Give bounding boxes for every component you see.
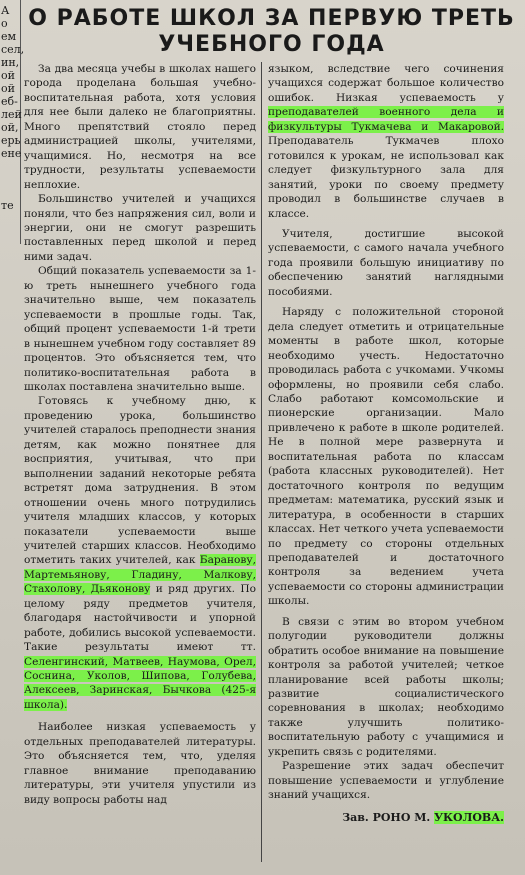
fragment-line: ой, xyxy=(1,121,19,134)
column-divider xyxy=(261,62,262,862)
paragraph: Наиболее низкая успеваемость у отдельных преподавателей литературы. Это объясняется тем, что, уделяя главное внимание преподаванию литературы, эти учителя упустили из виду вопросы работы над xyxy=(24,721,256,806)
paragraph: Наряду с положительной стороной дела следует отметить и отрицательные моменты в работе школ, которые необходимо учесть. Недостаточно проводилась работа с учкомами. Учкомы оформлены, но проявили себя слабо. Слабо работают комсомольские и пионерские организации. Мало привлечено к работе в школе родителей. Не в полной мере развернута и воспитательная работа по классам (работа классных руководителей). Нет достаточного контроля по ведущим предметам: математика, русский язык и литература, в особенности в старших классах. Нет четкого учета успеваемости по предмету со стороны отдельных преподавателей и достаточного контроля за ведением учета успеваемости со стороны администрации школы. xyxy=(268,306,504,608)
paragraph-text: Готовясь к учебному дню, к проведению урока, большинство учителей старалось преподнести знания детям, как можно понятнее для восприятия, учитывая, что при выполнении заданий некоторые ребята встретят дома затруднения. В этом отношении очень много потрудились учителя младших классов, у которых показатели успеваемости выше учителей старших классов. Необходимо отметить таких учителей, как xyxy=(24,395,256,567)
paragraph xyxy=(24,394,256,712)
signature xyxy=(268,811,504,825)
fragment-line: ой xyxy=(1,82,15,95)
paragraph: За два месяца учебы в школах нашего города проделана большая учебно-воспитательная работа, хотя условия для нее были далеко не благоприятны. Много препятствий стояло перед администрацией школы, учителями, учащимися. Но, несмотря на все трудности, результаты успеваемости неплохие. xyxy=(24,63,256,191)
paragraph-text: и ряд других. По целому ряду предметов учителя, благодаря настойчивости и упорной работе, добились высокой успеваемости. Такие результаты имеют тт. xyxy=(24,583,256,654)
fragment-line: о xyxy=(1,17,8,30)
paragraph: В связи с этим во втором учебном полугодии руководители должны обратить особое внимание на повышение контроля за работой учителей; четкое планирование всей работы школы; развитие социалистического соревнования в школах; необходимо также улучшить политико-воспитательную работу с учащимися и укрепить связь с родителями. xyxy=(268,615,504,758)
fragment-line xyxy=(0,173,20,186)
adjacent-column-fragment xyxy=(0,0,25,244)
fragment-line: еб- xyxy=(1,95,18,108)
paragraph: Разрешение этих задач обеспечит повышение успеваемости и углубление знаний учащихся. xyxy=(268,760,504,802)
highlighted-names: Селенгинский, Матвеев, Наумова, Орел, Соснина, Уколов, Шипова, Голубева, Алексеев, Заринская, Бычкова (425-я школа). xyxy=(24,655,256,711)
fragment-line xyxy=(0,186,20,199)
fragment-line: ин, xyxy=(1,56,20,69)
headline-line-1: О РАБОТЕ ШКОЛ ЗА ПЕРВУЮ ТРЕТЬ xyxy=(28,6,515,31)
fragment-line: А xyxy=(1,4,10,17)
signature-name: УКОЛОВА. xyxy=(434,810,504,824)
paragraph: Большинство учителей и учащихся поняли, что без напряжения сил, воли и энергии, они не смогут разрешить поставленных перед школой и перед ними задач. xyxy=(24,193,256,263)
highlighted-names: Баранову, Мартемьянову, Гладину, Малкову, Стахолову, Дьяконову xyxy=(24,554,256,596)
paragraph: Общий показатель успеваемости за 1-ю треть нынешнего учебного года значительно выше, чем показатель успеваемости в прошлые годы. Так, общий процент успеваемости 1-й трети в нынешнем учебном году составляет 89 процентов. Это объясняется тем, что политико-воспитательная работа в школах поставлена значительно выше. xyxy=(24,265,256,393)
signature-title: Зав. РОНО М. xyxy=(342,810,431,824)
fragment-line: ем xyxy=(1,30,17,43)
article-column-right xyxy=(268,62,504,825)
article-headline xyxy=(24,0,519,62)
paragraph: Учителя, достигшие высокой успеваемости, с самого начала учебного года проявили большую инициативу по обеспечению занятий наглядными пособиями. xyxy=(268,227,504,298)
highlighted-names: преподавателей военного дела и физкультуры Тукмачева и Макаровой. xyxy=(268,106,504,133)
headline-line-2: УЧЕБНОГО ГОДА xyxy=(158,32,385,57)
fragment-line: сел, xyxy=(1,43,25,56)
fragment-line: ой xyxy=(1,69,15,82)
article-column-left xyxy=(24,62,256,807)
paragraph-text: Преподаватель Тукмачев плохо готовился к урокам, не использовал как следует физкультурного зала для занятий, уроки по своему предмету проводил в большинстве случаев в классе. xyxy=(268,135,504,220)
fragment-line: лей xyxy=(1,108,22,121)
fragment-line: ене xyxy=(1,147,22,160)
fragment-line: ерь xyxy=(1,134,21,147)
fragment-line: те xyxy=(1,199,14,212)
fragment-line xyxy=(0,160,20,173)
paragraph-text: языком, вследствие чего сочинения учащихся содержат большое количество ошибок. Низкая успеваемость у xyxy=(268,63,504,104)
paragraph xyxy=(268,62,504,221)
